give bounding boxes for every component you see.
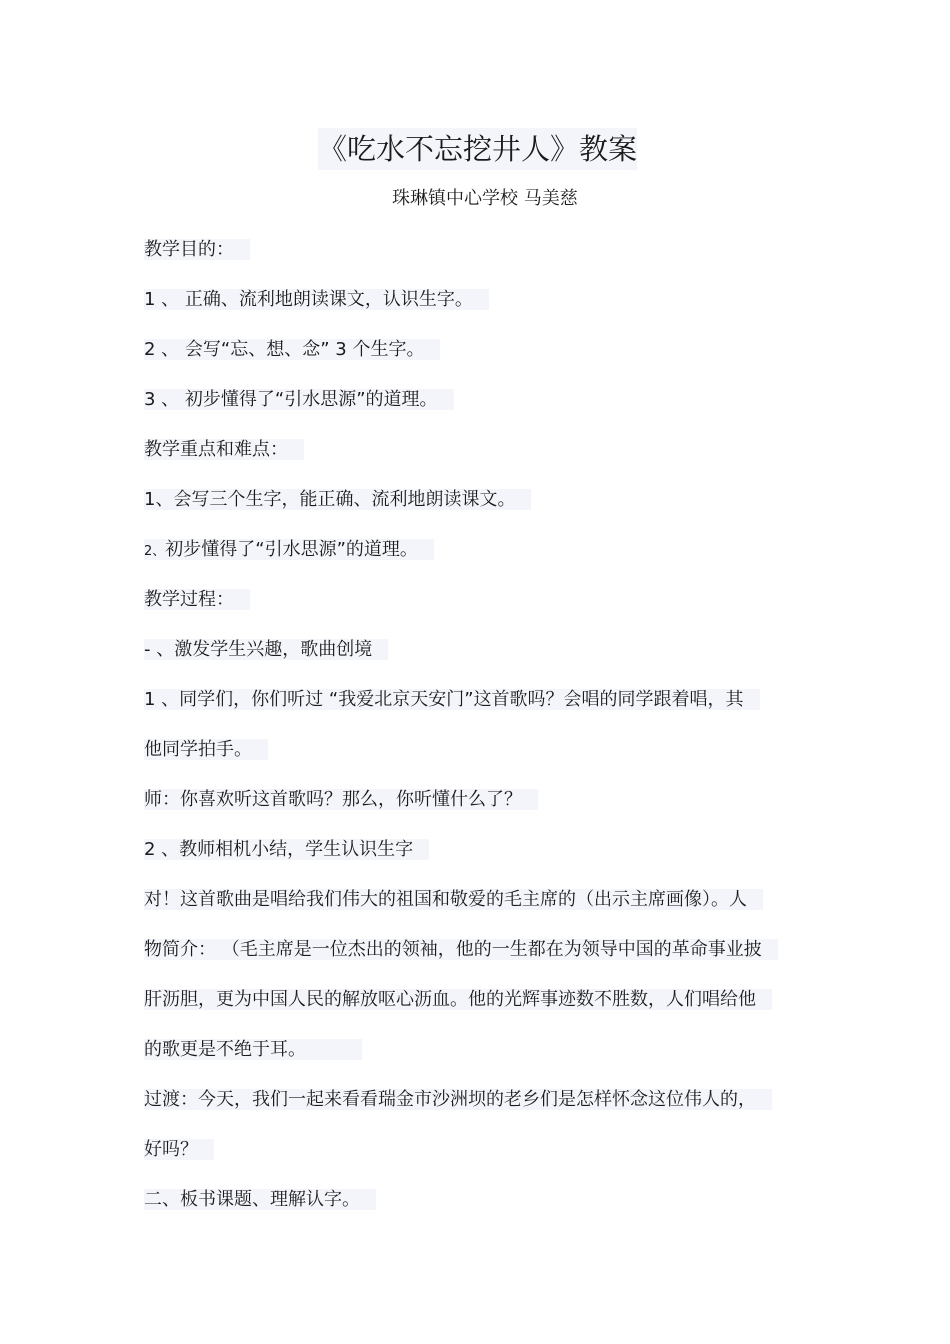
transition-line: 过渡：今天，我们一起来看看瑞金市沙洲坝的老乡们是怎样怀念这位伟人的， xyxy=(144,1089,772,1110)
key-point-text: 初步懂得了“引水思源”的道理。 xyxy=(165,539,418,560)
transition-line: 好吗？ xyxy=(144,1139,214,1160)
teacher-line: 师：你喜欢听这首歌吗？那么，你听懂什么了？ xyxy=(144,789,538,810)
paragraph-line: 1 、同学们，你们听过 “我爱北京天安门”这首歌吗？会唱的同学跟着唱，其 xyxy=(144,689,760,710)
page-title: 《吃水不忘挖井人》教案 xyxy=(318,128,637,170)
objectives-heading: 教学目的： xyxy=(144,239,250,260)
key-point-item: 1、会写三个生字，能正确、流利地朗读课文。 xyxy=(144,489,531,510)
paragraph-line: 对！这首歌曲是唱给我们伟大的祖国和敬爱的毛主席的（出示主席画像）。人 xyxy=(144,889,763,910)
key-point-item xyxy=(144,539,434,560)
paragraph-line: 的歌更是不绝于耳。 xyxy=(144,1039,362,1060)
paragraph-line: 肝沥胆，更为中国人民的解放呕心沥血。他的光辉事迹数不胜数，人们唱给他 xyxy=(144,989,772,1010)
section-title: 二、板书课题、理解认字。 xyxy=(144,1189,376,1210)
section-title: - 、激发学生兴趣，歌曲创境 xyxy=(144,639,388,660)
author-line: 珠琳镇中心学校 马美慈 xyxy=(392,188,578,209)
paragraph-line: 他同学拍手。 xyxy=(144,739,268,760)
objective-item: 2 、 会写“忘、想、念” 3 个生字。 xyxy=(144,339,440,360)
objective-item: 1 、 正确、流利地朗读课文，认识生字。 xyxy=(144,289,489,310)
process-heading: 教学过程： xyxy=(144,589,250,610)
key-point-number: 2、 xyxy=(144,544,166,559)
step-title: 2 、教师相机小结，学生认识生字 xyxy=(144,839,429,860)
key-points-heading: 教学重点和难点： xyxy=(144,439,304,460)
paragraph-line: 物简介： （毛主席是一位杰出的领袖，他的一生都在为领导中国的革命事业披 xyxy=(144,939,778,960)
objective-item: 3 、 初步懂得了“引水思源”的道理。 xyxy=(144,389,454,410)
